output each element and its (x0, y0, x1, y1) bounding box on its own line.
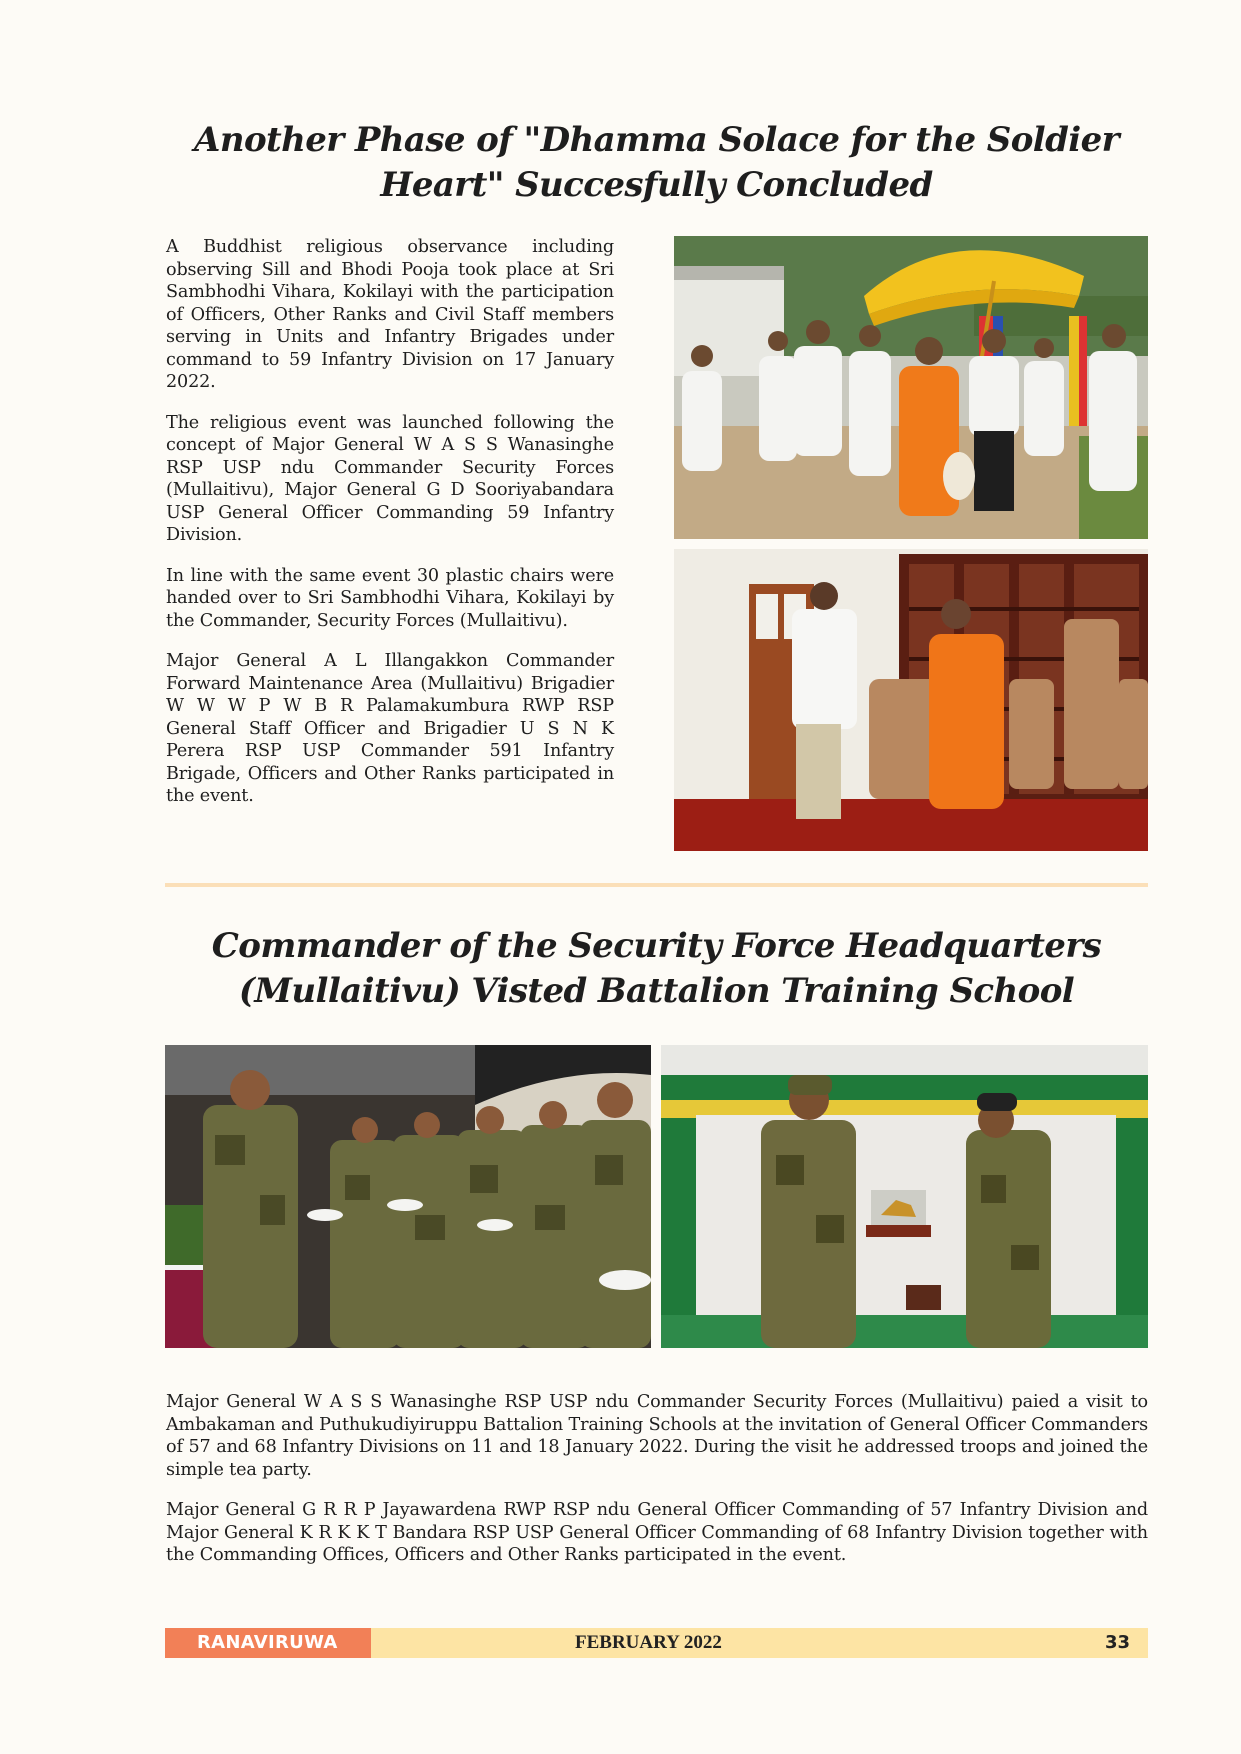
article-2-body (166, 1391, 1148, 1585)
article-1-paragraph: Major General A L Illangakkon Commander Forward Maintenance Area (Mullaitivu) Brigadier W W W P W B R Palamakumbura RWP RSP General Staff Officer and Brigadier U S N K Perera RSP USP Commander 591 Infantry Brigade, Officers and Other Ranks participated in the event. (166, 651, 614, 806)
article-1-title: Another Phase of "Dhamma Solace for the Soldier Heart" Succesfully Concluded (194, 120, 1119, 205)
article-2-paragraph: Major General W A S S Wanasinghe RSP USP ndu Commander Security Forces (Mullaitivu) paied a visit to Ambakaman and Puthukudiyiruppu Battalion Training Schools at the invitation of General Officer Commanders of 57 and 68 Infantry Divisions on 11 and 18 January 2022. During the visit he addressed troops and joined the simple tea party. (166, 1392, 1148, 1480)
photo-procession-with-umbrella (674, 236, 1148, 539)
photo-memento-presentation (661, 1045, 1148, 1348)
article-2-paragraph: Major General G R R P Jayawardena RWP RSP ndu General Officer Commanding of 57 Infantry Division and Major General K R K K T Bandara RSP USP General Officer Commanding of 68 Infantry Division together with the Commanding Offices, Officers and Other Ranks participated in the event. (166, 1500, 1148, 1565)
photo-tea-party (165, 1045, 651, 1348)
page-number: 33 (1104, 1632, 1130, 1653)
article-2-title: Commander of the Security Force Headquarters (Mullaitivu) Visted Battalion Training School (211, 926, 1102, 1011)
article-1-body (166, 236, 614, 826)
article-1-paragraph: In line with the same event 30 plastic chairs were handed over to Sri Sambhodhi Vihara, Kokilayi by the Commander, Security Forces (Mullaitivu). (166, 565, 614, 631)
article-1-paragraph: A Buddhist religious observance including observing Sill and Bhodi Pooja took place at Sri Sambhodhi Vihara, Kokilayi with the participation of Officers, Other Ranks and Civil Staff members serving in Units and Infantry Brigades under command to 59 Infantry Division on 17 January 2022. (166, 237, 614, 392)
magazine-name: RANAVIRUWA (165, 1628, 371, 1658)
issue-date: FEBRUARY 2022 (575, 1632, 722, 1653)
page-footer (165, 1628, 1148, 1658)
photo-chairs-handover (674, 549, 1148, 851)
article-1-paragraph: The religious event was launched following the concept of Major General W A S S Wanasinghe RSP USP ndu Commander Security Forces (Mullaitivu), Major General G D Sooriyabandara USP General Officer Commanding 59 Infantry Division. (166, 412, 614, 545)
section-divider (165, 883, 1148, 887)
